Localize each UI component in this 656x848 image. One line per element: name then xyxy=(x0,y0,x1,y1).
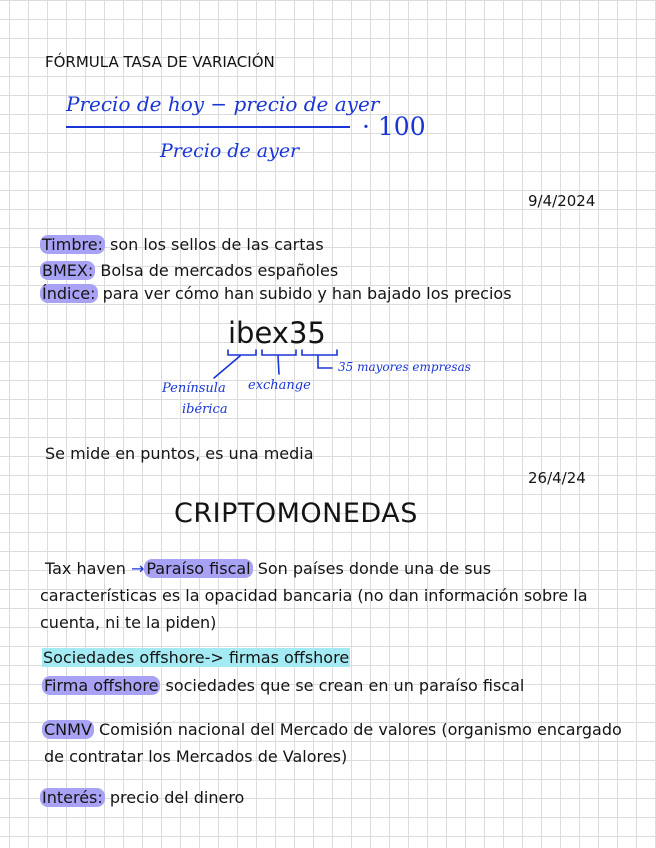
formula-heading: FÓRMULA TASA DE VARIACIÓN xyxy=(45,53,275,71)
term-paraiso-fiscal: Paraíso fiscal xyxy=(146,559,251,578)
term-timbre: Timbre: xyxy=(42,235,103,254)
points-line: Se mide en puntos, es una media xyxy=(45,444,314,463)
formula-denominator: Precio de ayer xyxy=(160,140,300,162)
text-indice: para ver cómo han subido y han bajado los precios xyxy=(97,284,512,303)
tax-haven-prefix: Tax haven xyxy=(45,559,131,578)
offshore-line-2 xyxy=(42,676,524,696)
ibex-word: ibex35 xyxy=(228,316,326,350)
arrow-icon: → xyxy=(130,559,145,578)
ibex-note-35: 35 mayores empresas xyxy=(338,360,471,374)
formula-numerator: Precio de hoy − precio de ayer xyxy=(66,92,380,116)
term-cnmv: CNMV xyxy=(44,720,92,739)
ibex-note-peninsula-2: ibérica xyxy=(182,402,228,417)
term-bmex: BMEX: xyxy=(42,261,94,280)
ibex-note-peninsula-1: Península xyxy=(162,381,226,396)
section-title: CRIPTOMONEDAS xyxy=(174,498,418,529)
formula-multiplier: · 100 xyxy=(362,112,426,141)
date-1: 9/4/2024 xyxy=(528,192,596,210)
interes-text: precio del dinero xyxy=(104,788,245,807)
text-timbre: son los sellos de las cartas xyxy=(104,235,324,254)
tax-haven-line-1 xyxy=(45,559,491,579)
tax-haven-line-2: características es la opacidad bancaria (no dan información sobre la xyxy=(40,586,588,605)
term-indice: Índice: xyxy=(42,284,96,303)
offshore-rest: sociedades que se crean en un paraíso fiscal xyxy=(160,676,525,695)
interes-line xyxy=(40,788,244,808)
text-bmex: Bolsa de mercados españoles xyxy=(95,261,339,280)
offshore-line-1 xyxy=(42,648,350,668)
ibex-note-exchange: exchange xyxy=(248,378,311,393)
cnmv-line-1 xyxy=(42,720,622,740)
cnmv-rest: Comisión nacional del Mercado de valores (organismo encargado xyxy=(93,720,622,739)
tax-haven-rest: Son países donde una de sus xyxy=(252,559,492,578)
tax-haven-line-3: cuenta, ni te la piden) xyxy=(40,613,217,632)
offshore-highlight: Sociedades offshore-> firmas offshore xyxy=(43,648,350,667)
date-2: 26/4/24 xyxy=(528,469,586,487)
term-interes: Interés: xyxy=(42,788,103,807)
term-firma-offshore: Firma offshore xyxy=(44,676,159,695)
cnmv-line-2: de contratar los Mercados de Valores) xyxy=(44,747,348,766)
